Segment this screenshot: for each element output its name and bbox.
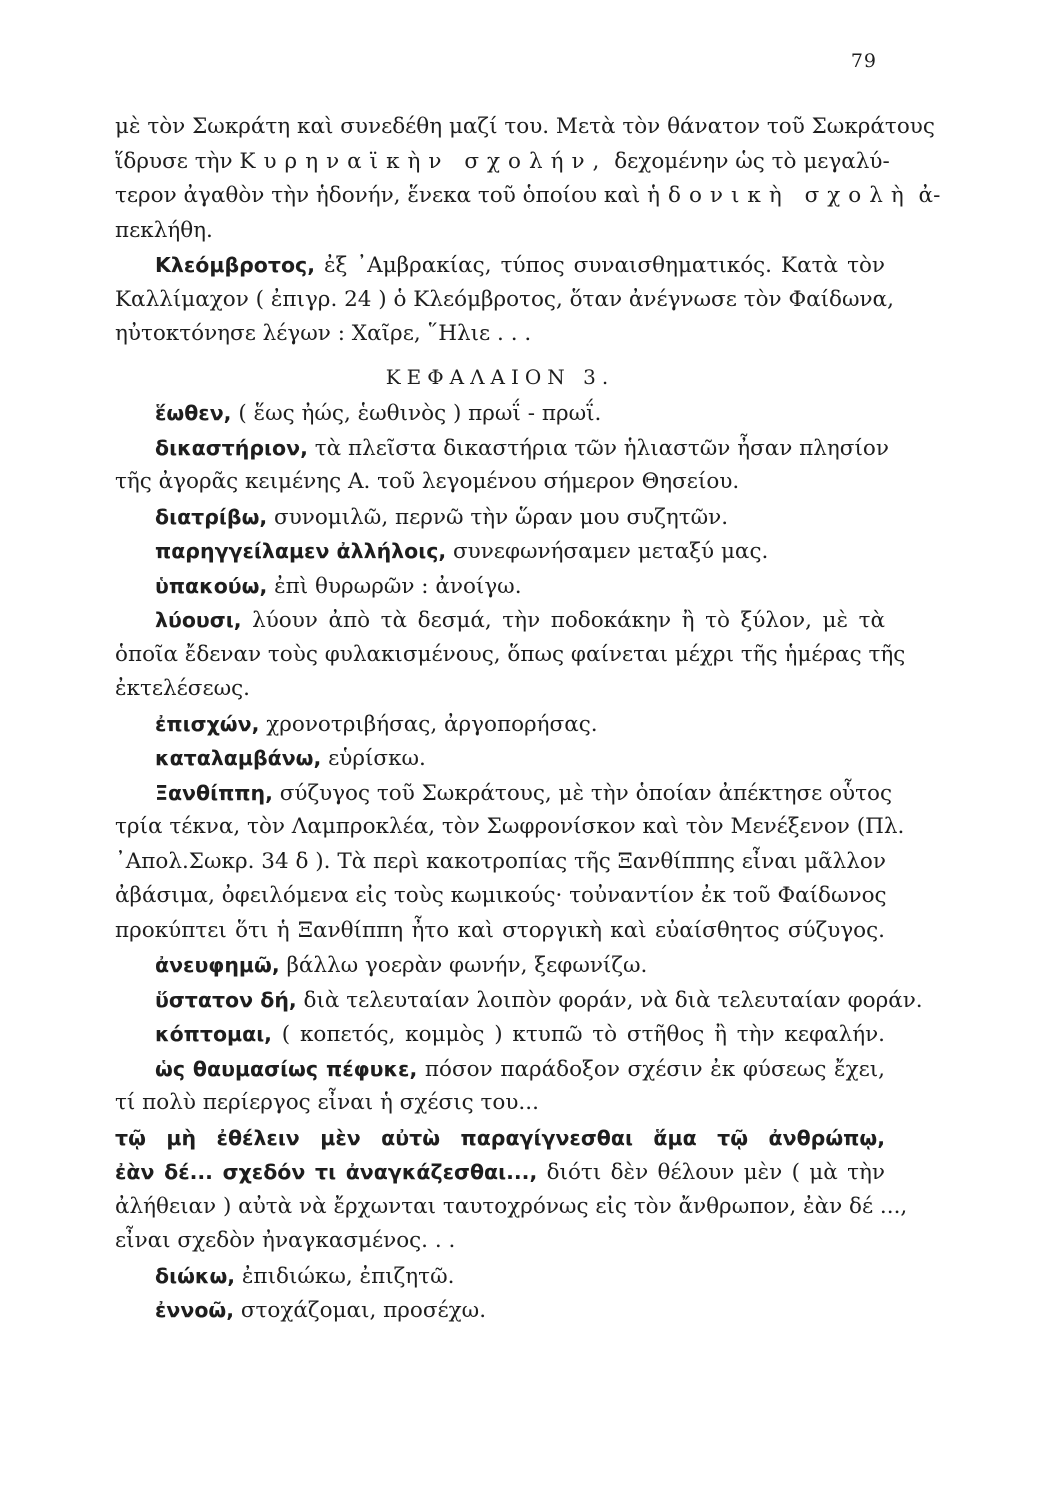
entry-definition: ἐπιδιώκω, ἐπιζητῶ. (235, 1263, 455, 1289)
text-span: τερον ἀγαθὸν τὴν ἡδονήν, ἕνεκα τοῦ ὁποίου καὶ (115, 183, 648, 208)
entry-definition: σύζυγος τοῦ Σωκράτους, μὲ τὴν ὁποίαν ἀπέκτησε οὗτος (272, 780, 892, 806)
entry-parengeilamen (115, 534, 885, 569)
entry-definition: εὑρίσκω. (321, 746, 426, 771)
text-span: ἵδρυσε τὴν (115, 148, 240, 174)
entry-dioko (115, 1259, 885, 1294)
entry-definition: χρονοτριβήσας, ἀργοπορήσας. (259, 711, 598, 737)
entry-hystaton (115, 983, 923, 1018)
intro-line (115, 145, 890, 180)
entry-definition: συνομιλῶ, περνῶ τὴν ὥραν μου συζητῶν. (267, 504, 729, 530)
entry-definition: βάλλω γοερὰν φωνήν, ξεφωνίζω. (279, 953, 648, 978)
entry-definition: ( κοπετός, κομμὸς ) κτυπῶ τὸ στῆθος ἢ τὴν κεφαλήν. (271, 1022, 885, 1047)
entry-xanthippe (115, 776, 892, 811)
entry-term: λύουσι, (155, 608, 242, 632)
entry-to-me-ethelein (115, 1121, 885, 1156)
entry-term: ἐὰν δέ... σχεδόν τι ἀναγκάζεσθαι..., (115, 1160, 538, 1184)
entry-line: τί πολὺ περίεργος εἶναι ἡ σχέσις του... (115, 1090, 539, 1115)
entry-term: ὑπακούω, (155, 573, 268, 598)
entry-line: εἶναι σχεδὸν ἠναγκασμένος. . . (115, 1228, 456, 1253)
entry-line (115, 1155, 885, 1190)
entry-line: προκύπτει ὅτι ἡ Ξανθίππη ἦτο καὶ στοργικὴ καὶ εὐαίσθητος σύζυγος. (115, 917, 885, 943)
entry-definition: συνεφωνήσαμεν μεταξύ μας. (446, 539, 769, 564)
entry-term: Ξανθίππη, (155, 780, 273, 805)
entry-term: ἐπισχών, (155, 711, 260, 736)
entry-line: ἀλήθειαν ) αὐτὰ νὰ ἔρχωνται ταυτοχρόνως εἰς τὸν ἄνθρωπον, ἐὰν δέ ..., (115, 1193, 908, 1219)
entry-line: ἐκτελέσεως. (115, 676, 250, 701)
entry-line: Καλλίμαχον ( ἐπιγρ. 24 ) ὁ Κλεόμβροτος, ὅταν ἀνέγνωσε τὸν Φαίδωνα, (115, 286, 894, 312)
entry-term: ἀνευφημῶ, (155, 953, 280, 977)
entry-term: καταλαμβάνω, (155, 746, 322, 770)
intro-line: μὲ τὸν Σωκράτη καὶ συνεδέθη μαζί του. Μετὰ τὸν θάνατον τοῦ Σωκράτους (115, 114, 935, 139)
entry-hypakouo (115, 569, 885, 604)
text-span: ἀ- (911, 183, 941, 208)
entry-definition: ( ἕως ἠώς, ἑωθινὸς ) πρωΐ - πρωΐ. (231, 401, 602, 426)
entry-definition: διὰ τελευταίαν λοιπὸν φοράν, νὰ διὰ τελευταίαν φοράν. (296, 987, 923, 1013)
entry-definition: στοχάζομαι, προσέχω. (234, 1298, 487, 1323)
entry-definition: πόσον παράδοξον σχέσιν ἐκ φύσεως ἔχει, (417, 1056, 885, 1082)
entry-eothen (115, 396, 885, 431)
page-body (115, 110, 941, 1328)
entry-line: ηὐτοκτόνησε λέγων : Χαῖρε, ῞Ηλιε . . . (115, 321, 532, 346)
entry-line: τρία τέκνα, τὸν Λαμπροκλέα, τὸν Σωφρονίσκον καὶ τὸν Μενέξενον (Πλ. (115, 814, 905, 839)
page-number: 79 (850, 50, 877, 72)
entry-term: ἕωθεν, (155, 401, 232, 425)
entry-definition: διότι δὲν θέλουν μὲν ( μὰ τὴν (537, 1160, 885, 1185)
entry-diatribo (115, 500, 885, 535)
entry-term: δικαστήριον, (155, 435, 308, 460)
chapter-heading: ΚΕΦΑΛΑΙΟΝ 3. (385, 364, 615, 389)
spaced-term: ἡδονικὴ σχολὴ (647, 183, 912, 208)
intro-line (115, 179, 941, 214)
entry-definition: ἐξ ᾿Αμβρακίας, τύπος συναισθηματικός. Κατὰ τὸν (314, 253, 885, 278)
entry-definition: λύουν ἀπὸ τὰ δεσμά, τὴν ποδοκάκην ἢ τὸ ξύλον, μὲ τὰ (241, 608, 885, 633)
entry-aneuphemo (115, 948, 885, 983)
entry-kleombrotos (115, 248, 885, 283)
entry-dikasterion (115, 431, 889, 466)
entry-katalambano (115, 741, 885, 776)
entry-line: ὁποῖα ἔδεναν τοὺς φυλακισμένους, ὅπως φαίνεται μέχρι τῆς ἡμέρας τῆς (115, 641, 906, 667)
entry-line: τῆς ἀγορᾶς κειμένης Α. τοῦ λεγομένου σήμερον Θησείου. (115, 469, 740, 494)
entry-term: κόπτομαι, (155, 1022, 272, 1046)
entry-definition: ἐπὶ θυρωρῶν : ἀνοίγω. (267, 573, 522, 599)
entry-term: ὡς θαυμασίως πέφυκε, (155, 1056, 418, 1081)
entry-term: ὕστατον δή, (155, 987, 297, 1012)
entry-hos-thaumasios (115, 1052, 885, 1087)
spaced-term: Κυρηναϊκὴν σχολήν, (239, 148, 608, 174)
entry-line: ἀβάσιμα, ὀφειλόμενα εἰς τοὺς κωμικούς· τοὐναντίον ἐκ τοῦ Φαίδωνος (115, 883, 887, 908)
entry-term: Κλεόμβροτος, (155, 253, 315, 277)
text-span: δεχομένην ὡς τὸ μεγαλύ- (607, 148, 890, 174)
entry-lyousi (115, 603, 885, 638)
entry-term: παρηγγείλαμεν ἀλλήλοις, (155, 539, 447, 563)
entry-epischon (115, 707, 885, 742)
entry-definition: τὰ πλεῖστα δικαστήρια τῶν ἡλιαστῶν ἦσαν πλησίον (307, 435, 889, 461)
entry-ennoo (115, 1293, 885, 1328)
entry-line: ᾿Απολ.Σωκρ. 34 δ ). Τὰ περὶ κακοτροπίας τῆς Ξανθίππης εἶναι μᾶλλον (115, 848, 886, 874)
entry-term: τῷ μὴ ἐθέλειν μὲν αὐτὼ παραγίγνεσθαι ἅμα τῷ ἀνθρώπῳ, (115, 1125, 885, 1150)
entry-term: διώκω, (155, 1263, 236, 1288)
entry-term: διατρίβω, (155, 504, 268, 529)
entry-koptomai (115, 1017, 885, 1052)
intro-line: πεκλήθη. (115, 217, 213, 243)
entry-term: ἐννοῶ, (155, 1298, 235, 1322)
